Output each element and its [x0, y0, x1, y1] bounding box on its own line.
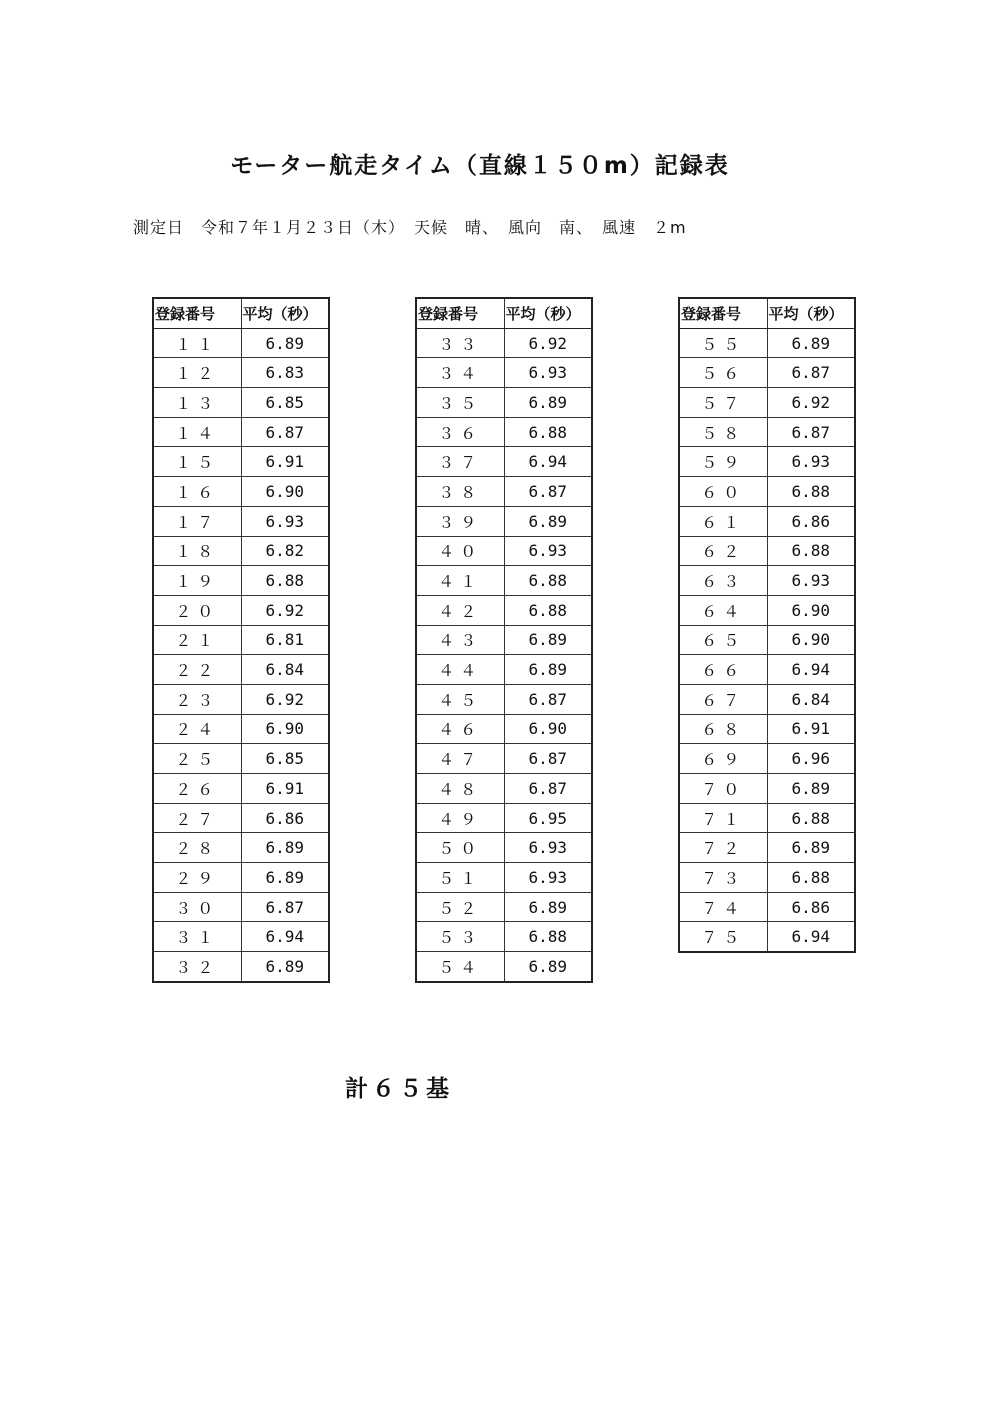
- table-row: [416, 358, 592, 388]
- table-row: [679, 684, 855, 714]
- table-row: [153, 417, 329, 447]
- table-row: [153, 833, 329, 863]
- table-row: [153, 328, 329, 358]
- registration-number: ４１: [416, 566, 504, 596]
- average-time: 6.94: [767, 922, 855, 952]
- table-row: [416, 388, 592, 418]
- average-time: 6.89: [504, 506, 592, 536]
- table-row: [679, 506, 855, 536]
- table-row: [416, 506, 592, 536]
- average-time: 6.89: [767, 328, 855, 358]
- table-row: [416, 803, 592, 833]
- average-time: 6.89: [241, 328, 329, 358]
- registration-number: １３: [153, 388, 241, 418]
- table-row: [416, 566, 592, 596]
- average-time: 6.88: [504, 417, 592, 447]
- table-row: [679, 803, 855, 833]
- average-time: 6.91: [241, 774, 329, 804]
- registration-number: ４６: [416, 714, 504, 744]
- average-time: 6.93: [767, 447, 855, 477]
- average-time: 6.87: [241, 892, 329, 922]
- registration-number: ５３: [416, 922, 504, 952]
- table-row: [416, 714, 592, 744]
- registration-number: ３８: [416, 477, 504, 507]
- table-row: [153, 922, 329, 952]
- average-time: 6.88: [504, 566, 592, 596]
- average-time: 6.96: [767, 744, 855, 774]
- table-row: [679, 922, 855, 952]
- registration-number: ３９: [416, 506, 504, 536]
- table-row: [416, 892, 592, 922]
- average-time: 6.85: [241, 744, 329, 774]
- registration-number: ６１: [679, 506, 767, 536]
- average-time: 6.92: [767, 388, 855, 418]
- table-row: [416, 417, 592, 447]
- record-table-1: [152, 297, 330, 983]
- average-time: 6.88: [767, 863, 855, 893]
- table-row: [416, 744, 592, 774]
- registration-number: ４９: [416, 803, 504, 833]
- table-row: [416, 536, 592, 566]
- average-time: 6.87: [504, 774, 592, 804]
- average-time: 6.86: [241, 803, 329, 833]
- registration-number: ３６: [416, 417, 504, 447]
- average-time: 6.88: [504, 595, 592, 625]
- registration-number: ５７: [679, 388, 767, 418]
- average-time: 6.86: [767, 506, 855, 536]
- average-time: 6.92: [504, 328, 592, 358]
- registration-number: ７２: [679, 833, 767, 863]
- registration-number: １２: [153, 358, 241, 388]
- registration-number: ５４: [416, 952, 504, 982]
- registration-number: ６５: [679, 625, 767, 655]
- registration-number: ２２: [153, 655, 241, 685]
- table-row: [679, 328, 855, 358]
- column-header-average: 平均（秒）: [241, 298, 329, 328]
- registration-number: ７３: [679, 863, 767, 893]
- registration-number: ５１: [416, 863, 504, 893]
- average-time: 6.93: [504, 358, 592, 388]
- average-time: 6.92: [241, 684, 329, 714]
- table-row: [416, 952, 592, 982]
- table-row: [153, 506, 329, 536]
- table-row: [679, 388, 855, 418]
- registration-number: １８: [153, 536, 241, 566]
- average-time: 6.93: [504, 863, 592, 893]
- table-row: [153, 595, 329, 625]
- column-header-average: 平均（秒）: [504, 298, 592, 328]
- average-time: 6.93: [504, 536, 592, 566]
- table-row: [679, 833, 855, 863]
- registration-number: ２４: [153, 714, 241, 744]
- table-row: [679, 744, 855, 774]
- registration-number: ３７: [416, 447, 504, 477]
- column-header-average: 平均（秒）: [767, 298, 855, 328]
- table-row: [153, 774, 329, 804]
- table-row: [679, 774, 855, 804]
- registration-number: ６３: [679, 566, 767, 596]
- average-time: 6.89: [504, 625, 592, 655]
- table-header-row: [679, 298, 855, 328]
- registration-number: ５５: [679, 328, 767, 358]
- average-time: 6.89: [504, 388, 592, 418]
- average-time: 6.89: [504, 892, 592, 922]
- registration-number: ４５: [416, 684, 504, 714]
- registration-number: １７: [153, 506, 241, 536]
- average-time: 6.88: [767, 803, 855, 833]
- average-time: 6.87: [504, 477, 592, 507]
- average-time: 6.94: [504, 447, 592, 477]
- table-row: [416, 328, 592, 358]
- registration-number: ５８: [679, 417, 767, 447]
- average-time: 6.89: [241, 952, 329, 982]
- average-time: 6.81: [241, 625, 329, 655]
- average-time: 6.87: [504, 744, 592, 774]
- registration-number: ６６: [679, 655, 767, 685]
- average-time: 6.93: [504, 833, 592, 863]
- table-row: [679, 892, 855, 922]
- record-table-2: [415, 297, 593, 983]
- average-time: 6.90: [504, 714, 592, 744]
- registration-number: ５６: [679, 358, 767, 388]
- table-row: [679, 714, 855, 744]
- page-title: モーター航走タイム（直線１５０m）記録表: [230, 153, 730, 179]
- registration-number: ４３: [416, 625, 504, 655]
- registration-number: ４４: [416, 655, 504, 685]
- registration-number: １４: [153, 417, 241, 447]
- registration-number: ２０: [153, 595, 241, 625]
- average-time: 6.89: [767, 774, 855, 804]
- table-row: [153, 744, 329, 774]
- table-row: [679, 655, 855, 685]
- average-time: 6.90: [241, 714, 329, 744]
- average-time: 6.91: [241, 447, 329, 477]
- registration-number: ３４: [416, 358, 504, 388]
- average-time: 6.83: [241, 358, 329, 388]
- table-row: [416, 833, 592, 863]
- average-time: 6.84: [241, 655, 329, 685]
- registration-number: ２１: [153, 625, 241, 655]
- registration-number: ２３: [153, 684, 241, 714]
- table-row: [153, 536, 329, 566]
- column-header-number: 登録番号: [416, 298, 504, 328]
- registration-number: ３２: [153, 952, 241, 982]
- registration-number: ６０: [679, 477, 767, 507]
- average-time: 6.89: [504, 952, 592, 982]
- average-time: 6.90: [241, 477, 329, 507]
- registration-number: ６２: [679, 536, 767, 566]
- table-row: [679, 863, 855, 893]
- average-time: 6.82: [241, 536, 329, 566]
- table-row: [679, 417, 855, 447]
- average-time: 6.91: [767, 714, 855, 744]
- average-time: 6.87: [241, 417, 329, 447]
- average-time: 6.88: [241, 566, 329, 596]
- table-row: [153, 863, 329, 893]
- registration-number: １５: [153, 447, 241, 477]
- registration-number: ２７: [153, 803, 241, 833]
- average-time: 6.94: [767, 655, 855, 685]
- average-time: 6.93: [241, 506, 329, 536]
- average-time: 6.90: [767, 595, 855, 625]
- table-row: [416, 595, 592, 625]
- average-time: 6.95: [504, 803, 592, 833]
- table-row: [153, 625, 329, 655]
- registration-number: ２５: [153, 744, 241, 774]
- average-time: 6.92: [241, 595, 329, 625]
- table-row: [416, 447, 592, 477]
- average-time: 6.89: [767, 833, 855, 863]
- registration-number: ６７: [679, 684, 767, 714]
- table-row: [153, 477, 329, 507]
- registration-number: ２９: [153, 863, 241, 893]
- measurement-conditions: 測定日 令和７年１月２３日（木） 天候 晴、 風向 南、 風速 ２m: [133, 218, 687, 237]
- registration-number: ５０: [416, 833, 504, 863]
- registration-number: ５９: [679, 447, 767, 477]
- registration-number: ２６: [153, 774, 241, 804]
- table-row: [416, 625, 592, 655]
- column-header-number: 登録番号: [679, 298, 767, 328]
- table-row: [153, 655, 329, 685]
- registration-number: １６: [153, 477, 241, 507]
- registration-number: ４２: [416, 595, 504, 625]
- table-row: [416, 774, 592, 804]
- average-time: 6.87: [504, 684, 592, 714]
- registration-number: ６４: [679, 595, 767, 625]
- average-time: 6.88: [767, 477, 855, 507]
- registration-number: １１: [153, 328, 241, 358]
- average-time: 6.90: [767, 625, 855, 655]
- average-time: 6.88: [767, 536, 855, 566]
- table-row: [416, 922, 592, 952]
- registration-number: ４７: [416, 744, 504, 774]
- average-time: 6.93: [767, 566, 855, 596]
- registration-number: ６９: [679, 744, 767, 774]
- average-time: 6.87: [767, 358, 855, 388]
- table-row: [416, 863, 592, 893]
- table-row: [416, 655, 592, 685]
- table-row: [153, 714, 329, 744]
- table-header-row: [416, 298, 592, 328]
- average-time: 6.89: [241, 833, 329, 863]
- average-time: 6.89: [504, 655, 592, 685]
- average-time: 6.84: [767, 684, 855, 714]
- table-row: [153, 447, 329, 477]
- table-row: [153, 684, 329, 714]
- table-row: [679, 358, 855, 388]
- table-row: [679, 566, 855, 596]
- average-time: 6.89: [241, 863, 329, 893]
- table-row: [153, 892, 329, 922]
- registration-number: ７１: [679, 803, 767, 833]
- registration-number: ３５: [416, 388, 504, 418]
- average-time: 6.88: [504, 922, 592, 952]
- registration-number: ３０: [153, 892, 241, 922]
- registration-number: ４０: [416, 536, 504, 566]
- registration-number: ７５: [679, 922, 767, 952]
- registration-number: ６８: [679, 714, 767, 744]
- registration-number: ７０: [679, 774, 767, 804]
- registration-number: ２８: [153, 833, 241, 863]
- registration-number: ５２: [416, 892, 504, 922]
- table-row: [416, 477, 592, 507]
- table-row: [153, 566, 329, 596]
- average-time: 6.85: [241, 388, 329, 418]
- registration-number: ７４: [679, 892, 767, 922]
- table-row: [679, 477, 855, 507]
- table-row: [416, 684, 592, 714]
- table-header-row: [153, 298, 329, 328]
- registration-number: ３３: [416, 328, 504, 358]
- registration-number: １９: [153, 566, 241, 596]
- table-row: [153, 952, 329, 982]
- table-row: [153, 803, 329, 833]
- table-row: [679, 447, 855, 477]
- average-time: 6.94: [241, 922, 329, 952]
- table-row: [153, 358, 329, 388]
- registration-number: ３１: [153, 922, 241, 952]
- registration-number: ４８: [416, 774, 504, 804]
- average-time: 6.87: [767, 417, 855, 447]
- column-header-number: 登録番号: [153, 298, 241, 328]
- table-row: [153, 388, 329, 418]
- table-row: [679, 536, 855, 566]
- average-time: 6.86: [767, 892, 855, 922]
- total-count: 計６５基: [345, 1076, 453, 1102]
- table-row: [679, 625, 855, 655]
- table-row: [679, 595, 855, 625]
- record-table-3: [678, 297, 856, 953]
